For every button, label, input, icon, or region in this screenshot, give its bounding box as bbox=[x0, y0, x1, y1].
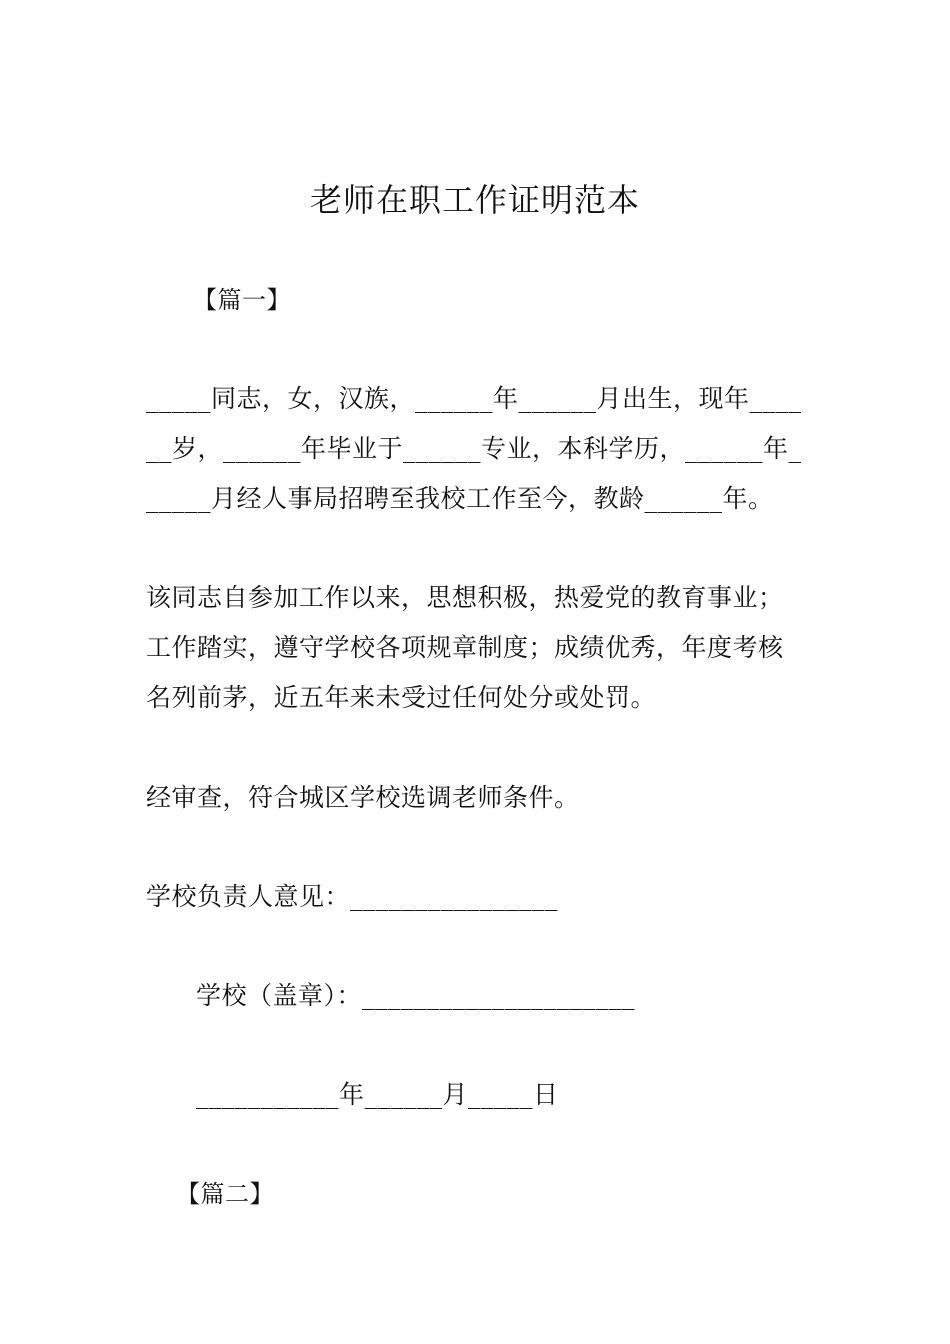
document-title: 老师在职工作证明范本 bbox=[309, 181, 640, 219]
principal-opinion-line: 学校负责人意见：________________ bbox=[146, 882, 559, 911]
paragraph-2-line-1: 该同志自参加工作以来，思想积极，热爱党的教育事业； bbox=[146, 583, 784, 612]
paragraph-2-line-2: 工作踏实，遵守学校各项规章制度；成绩优秀，年度考核 bbox=[146, 633, 784, 662]
paragraph-1-line-1: _____同志，女，汉族，______年______月出生，现年____ bbox=[146, 384, 802, 413]
school-seal-line: 学校（盖章）：_____________________ bbox=[196, 981, 636, 1010]
paragraph-1-line-2: __岁，______年毕业于______专业，本科学历，______年_ bbox=[146, 434, 802, 463]
paragraph-3: 经审查，符合城区学校选调老师条件。 bbox=[146, 783, 580, 812]
section-1-heading: 【篇一】 bbox=[193, 286, 291, 314]
section-2-heading: 【篇二】 bbox=[176, 1180, 274, 1208]
paragraph-1-line-3: _____月经人事局招聘至我校工作至今，教龄______年。 bbox=[146, 484, 774, 513]
paragraph-2-line-3: 名列前茅，近五年来未受过任何处分或处罚。 bbox=[146, 683, 657, 712]
date-line: ___________年______月_____日 bbox=[196, 1080, 559, 1109]
